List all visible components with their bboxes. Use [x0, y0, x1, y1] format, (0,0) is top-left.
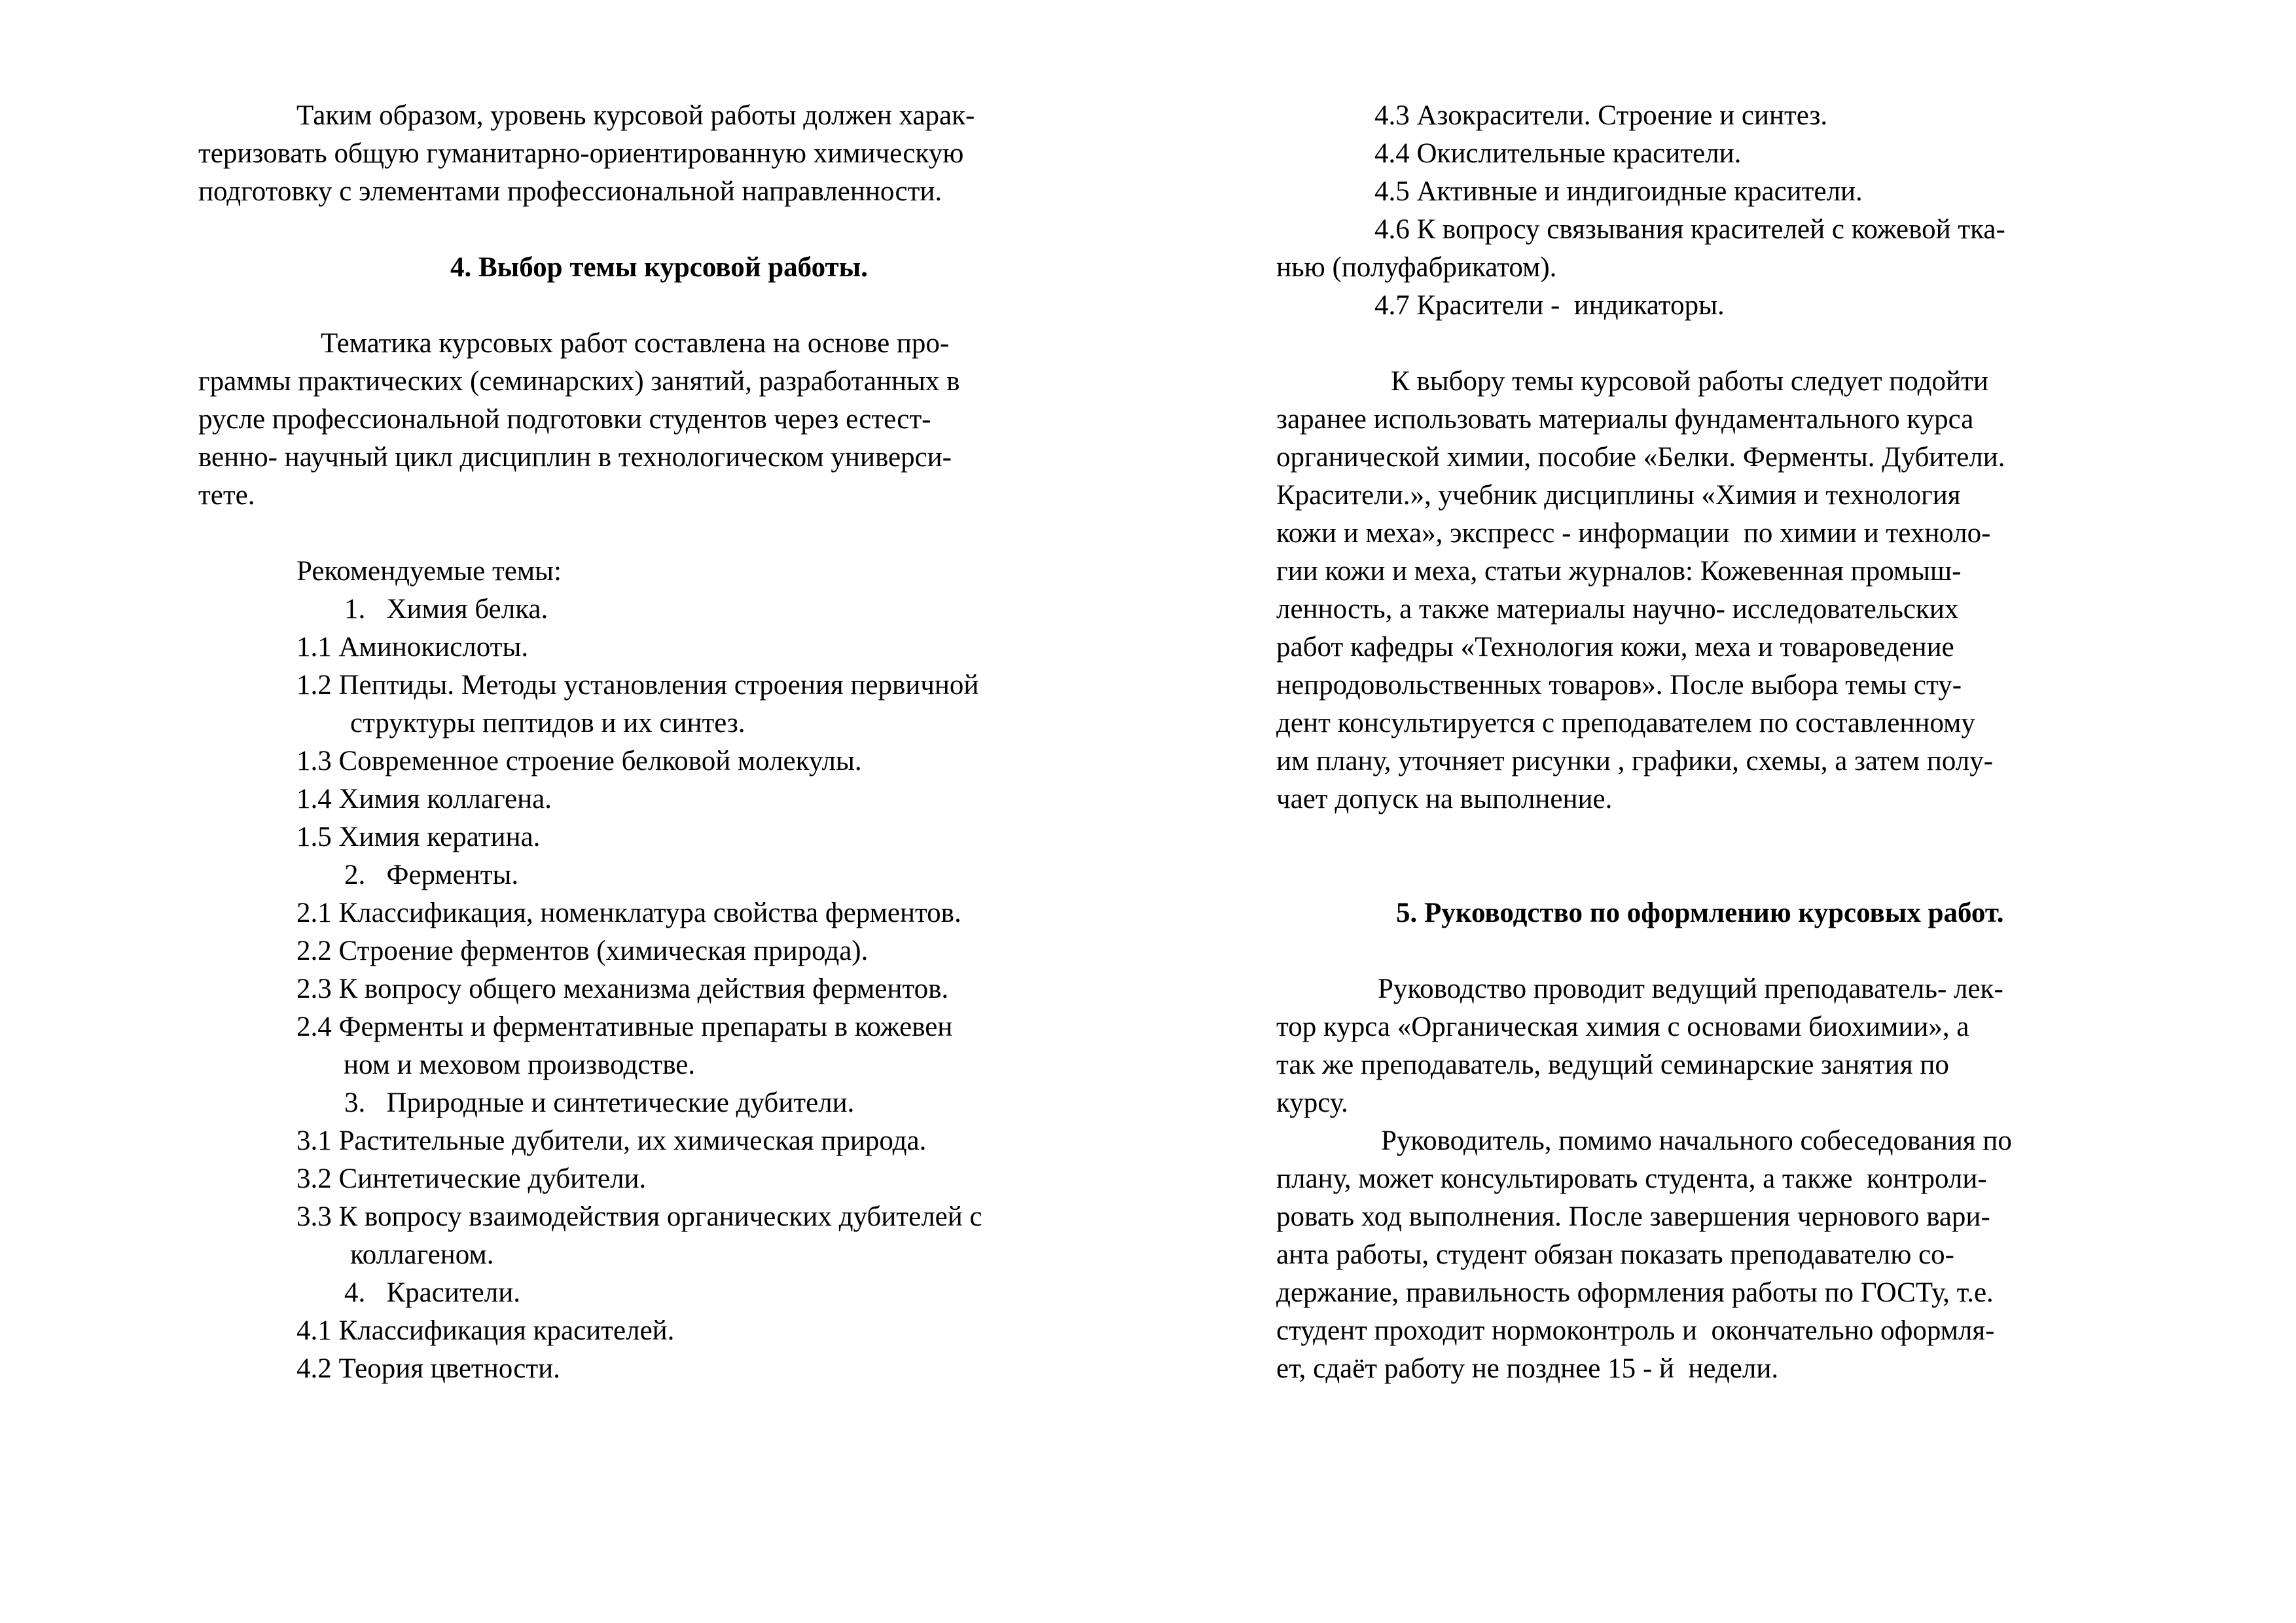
text-line: гии кожи и меха, статьи журналов: Кожевенная промыш- [1276, 556, 1962, 587]
text-line: Красители.», учебник дисциплины «Химия и технология [1276, 480, 1961, 511]
list-item: 2.1 Классификация, номенклатура свойства ферментов. [296, 898, 961, 928]
text-line: им плану, уточняет рисунки , графики, схемы, а затем полу- [1276, 746, 1994, 776]
list-item: 4.3 Азокрасители. Строение и синтез. [1374, 100, 1828, 131]
text-line: студент проходит нормоконтроль и окончательно оформля- [1276, 1315, 1995, 1346]
list-item: коллагеном. [350, 1239, 494, 1270]
list-item: 4.2 Теория цветности. [296, 1353, 560, 1384]
text-line: непродовольственных товаров». После выбора темы сту- [1276, 670, 1962, 701]
text-line: так же преподаватель, ведущий семинарские занятия по [1276, 1049, 1949, 1080]
list-item: 3.2 Синтетические дубители. [296, 1163, 647, 1194]
text-line: Руководство проводит ведущий преподаватель- лек- [1378, 974, 2003, 1004]
list-item: 2.2 Строение ферментов (химическая природа). [296, 936, 869, 966]
text-line: венно- научный цикл дисциплин в технологическом универси- [198, 442, 952, 473]
text-line: Руководитель, помимо начального собеседования по [1381, 1125, 2012, 1156]
text-line: Тематика курсовых работ составлена на основе про- [321, 328, 950, 359]
list-item: 4. Красители. [344, 1277, 520, 1308]
list-item: 4.4 Окислительные красители. [1374, 138, 1742, 169]
text-line: курсу. [1276, 1087, 1348, 1118]
text-line: кожи и меха», экспресс - информации по химии и техноло- [1276, 518, 1991, 549]
text-line: чает допуск на выполнение. [1276, 784, 1613, 814]
text-line: ет, сдаёт работу не позднее 15 - й недели. [1276, 1353, 1779, 1384]
list-item: 4.7 Красители - индикаторы. [1374, 290, 1725, 321]
text-line: ровать ход выполнения. После завершения чернового вари- [1276, 1201, 1990, 1232]
topics-label: Рекомендуемые темы: [296, 556, 562, 587]
text-line: плану, может консультировать студента, а также контроли- [1276, 1163, 1987, 1194]
text-line: К выбору темы курсовой работы следует подойти [1391, 366, 1988, 397]
text-line: подготовку с элементами профессиональной направленности. [198, 176, 942, 207]
list-item: 1.5 Химия кератина. [296, 822, 541, 852]
text-line: органической химии, пособие «Белки. Ферменты. Дубители. [1276, 442, 2005, 473]
list-item: 4.6 К вопросу связывания красителей с кожевой тка- [1374, 214, 2005, 245]
text-line: Таким образом, уровень курсовой работы должен харак- [296, 100, 975, 131]
list-item: 4.1 Классификация красителей. [296, 1315, 675, 1346]
list-item: ном и меховом производстве. [344, 1049, 696, 1080]
list-item: 4.5 Активные и индигоидные красители. [1374, 176, 1863, 207]
text-line: русле профессиональной подготовки студентов через естест- [198, 404, 931, 435]
list-item: 3.3 К вопросу взаимодействия органических дубителей с [296, 1201, 982, 1232]
list-item: 1.4 Химия коллагена. [296, 784, 552, 814]
list-item: 3. Природные и синтетические дубители. [344, 1087, 855, 1118]
text-line: держание, правильность оформления работы по ГОСТу, т.е. [1276, 1277, 1994, 1308]
text-line: граммы практических (семинарских) занятий, разработанных в [198, 366, 960, 397]
list-item: структуры пептидов и их синтез. [350, 708, 745, 739]
text-line: ленность, а также материалы научно- исследовательских [1276, 594, 1959, 625]
list-item: 3.1 Растительные дубители, их химическая природа. [296, 1125, 927, 1156]
text-line: работ кафедры «Технология кожи, меха и товароведение [1276, 632, 1954, 663]
list-item: 2.4 Ферменты и ферментативные препараты в кожевен [296, 1012, 953, 1042]
section-5-heading: 5. Руководство по оформлению курсовых работ. [1396, 898, 2004, 928]
list-item: 2. Ферменты. [344, 860, 519, 890]
list-item: 2.3 К вопросу общего механизма действия ферментов. [296, 974, 949, 1004]
text-line: теризовать общую гуманитарно-ориентированную химическую [198, 138, 964, 169]
text-line: анта работы, студент обязан показать преподавателю со- [1276, 1239, 1954, 1270]
text-line: тете. [198, 480, 255, 511]
list-item: 1.1 Аминокислоты. [296, 632, 529, 663]
list-item: 1. Химия белка. [344, 594, 548, 625]
text-line: заранее использовать материалы фундаментального курса [1276, 404, 1974, 435]
list-item: нью (полуфабрикатом). [1276, 252, 1557, 283]
text-line: тор курса «Органическая химия с основами биохимии», а [1276, 1012, 1969, 1042]
section-4-heading: 4. Выбор темы курсовой работы. [450, 252, 868, 283]
list-item: 1.3 Современное строение белковой молекулы. [296, 746, 862, 776]
list-item: 1.2 Пептиды. Методы установления строения первичной [296, 670, 979, 701]
text-line: дент консультируется с преподавателем по составленному [1276, 708, 1975, 739]
